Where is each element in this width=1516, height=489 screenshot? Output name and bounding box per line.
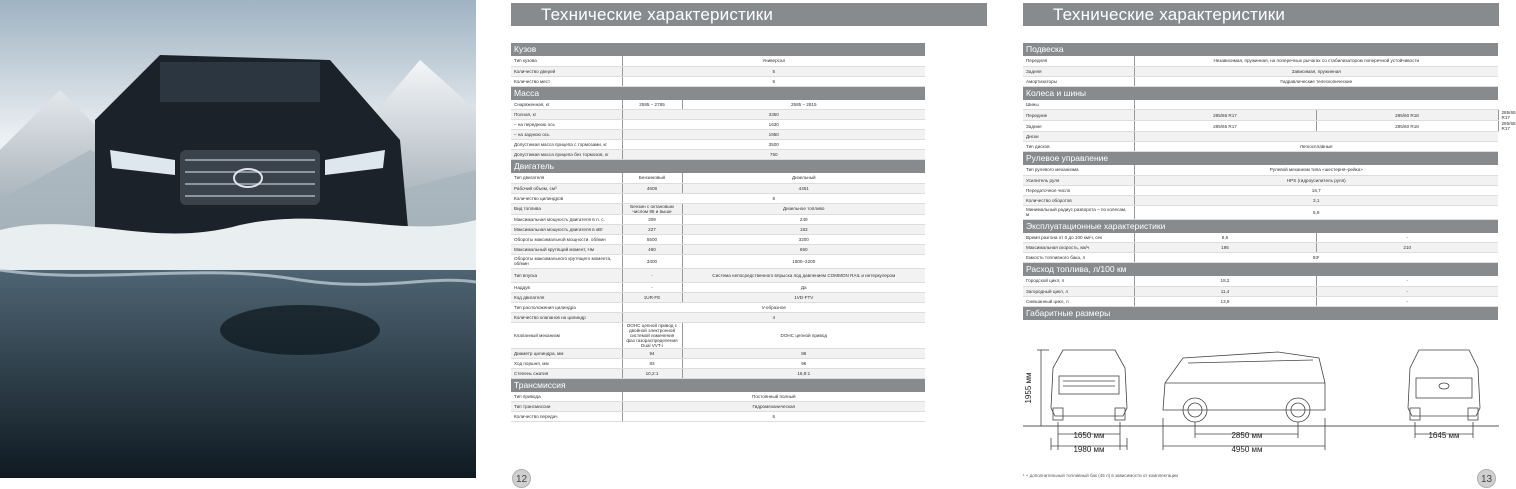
spec-label: Снаряженная, кг <box>511 100 622 110</box>
spec-label: Допустимая масса прицепа без тормозов, кг <box>511 150 622 160</box>
spec-value: Гидромеханическая <box>622 402 925 412</box>
spec-value: 1VD-FTV <box>682 292 925 302</box>
spec-value: - <box>1316 296 1498 306</box>
spec-label: Количество мест <box>511 76 622 86</box>
suv-in-water-image <box>0 0 476 478</box>
spec-value: 460 <box>622 244 682 254</box>
spec-label: – на переднюю ось <box>511 120 622 130</box>
section-header <box>1023 86 1498 100</box>
spec-row <box>511 173 986 183</box>
section-title: Расход топлива, л/100 км <box>1023 263 1498 277</box>
spec-label: Шины <box>1023 100 1134 110</box>
spec-row <box>1023 286 1498 296</box>
spec-row <box>511 56 986 66</box>
page-number-12: 12 <box>512 469 531 488</box>
spec-label: Городской цикл, л <box>1023 276 1134 286</box>
page-title: Технические характеристики <box>1023 3 1499 26</box>
section-title: Колеса и шины <box>1023 86 1498 100</box>
spec-row <box>511 392 986 402</box>
spec-label: Задние <box>1023 121 1134 132</box>
spec-row <box>511 302 986 312</box>
spec-value: 16,7 <box>1134 185 1498 195</box>
spec-value: 750 <box>622 150 925 160</box>
spec-value: 5 <box>622 66 925 76</box>
spec-value: 10,2:1 <box>622 368 682 378</box>
section-title: Масса <box>511 86 925 100</box>
spec-label: Передаточное число <box>1023 185 1134 195</box>
spec-label: Рабочий объем, см³ <box>511 183 622 193</box>
spec-value: - <box>622 282 682 292</box>
spec-row <box>511 358 986 368</box>
spec-label: Задняя <box>1023 66 1134 76</box>
spec-label: Код двигателя <box>511 292 622 302</box>
section-header <box>511 43 986 56</box>
spec-value: 285/60 R18 <box>1316 121 1498 132</box>
spec-row <box>1023 185 1498 195</box>
spec-label: – на заднюю ось <box>511 130 622 140</box>
spec-row <box>1023 142 1498 152</box>
spec-label: Минимальный радиус разворота – по колесам, м <box>1023 205 1134 219</box>
spec-row <box>1023 243 1498 253</box>
spec-value: 183 <box>682 224 925 234</box>
cover-photo <box>0 0 476 478</box>
spec-value: 309 <box>622 214 682 224</box>
spec-row: Передние 285/65 R17 285/60 R18 285/65 R17 <box>1023 110 1498 121</box>
spec-label: Емкость топливного бака, л <box>1023 253 1134 263</box>
section-header <box>1023 152 1498 166</box>
spec-row <box>1023 233 1498 243</box>
section-header <box>511 160 986 174</box>
spec-value: - <box>1316 286 1498 296</box>
spec-label: Количество цилиндров <box>511 193 622 203</box>
spec-label: Передние <box>1023 110 1134 121</box>
spec-value: V-образное <box>622 302 925 312</box>
footnote: ¹ + дополнительный топливный бак (45 л) в зависимости от комплектации <box>1023 473 1178 478</box>
spec-row <box>1023 276 1498 286</box>
section-header <box>1023 219 1498 233</box>
spec-label: Количество оборотов <box>1023 195 1134 205</box>
rear-track-label: 1645 мм <box>1428 431 1460 440</box>
spec-row <box>511 130 986 140</box>
spec-label: Количество клапанов на цилиндр <box>511 312 622 322</box>
spec-row <box>511 412 986 422</box>
spec-row <box>511 268 986 282</box>
spec-row <box>1023 76 1498 86</box>
spec-value: 5500 <box>622 234 682 244</box>
spec-label: Максимальная мощность двигателя в кВт <box>511 224 622 234</box>
spec-value: Легкосплавные <box>1134 142 1498 152</box>
section-title: Трансмиссия <box>511 378 925 392</box>
spec-row <box>511 402 986 412</box>
spec-value: Дизельное топливо <box>682 203 925 214</box>
spec-value: DOHC цепной привод <box>682 322 925 348</box>
spec-value: 11,4 <box>1134 286 1316 296</box>
spec-value: 3200 <box>682 234 925 244</box>
section-title: Кузов <box>511 43 925 56</box>
spec-value: 5 <box>622 76 925 86</box>
width-label: 1980 мм <box>1073 445 1105 454</box>
spec-value: 1UR-FE <box>622 292 682 302</box>
spec-row <box>511 183 986 193</box>
section-title: Подвеска <box>1023 43 1498 56</box>
spec-row <box>511 140 986 150</box>
spec-label: Тип впуска <box>511 268 622 282</box>
spec-row <box>511 76 986 86</box>
spec-label: Степень сжатия <box>511 368 622 378</box>
spec-row <box>1023 205 1498 219</box>
wheelbase-label: 2850 мм <box>1231 431 1263 440</box>
spec-row <box>511 348 986 358</box>
spec-value: - <box>1316 233 1498 243</box>
spec-table-right <box>1023 43 1516 320</box>
spec-row <box>511 100 986 110</box>
spec-row <box>511 312 986 322</box>
spec-value: 8,6 <box>1134 233 1316 243</box>
spec-value: HPS (гидроусилитель руля) <box>1134 175 1498 185</box>
spec-value: Гидравлические телескопические <box>1134 76 1498 86</box>
front-track-label: 1650 мм <box>1073 431 1105 440</box>
spec-row <box>1023 100 1498 110</box>
spec-row <box>511 292 986 302</box>
spec-row <box>511 234 986 244</box>
spec-label: Тип двигателя <box>511 173 622 183</box>
spec-label: Время разгона от 0 до 100 км/ч, сек <box>1023 233 1134 243</box>
spec-value: 4461 <box>682 183 925 193</box>
spec-row: Задние 285/65 R17 285/60 R18 285/65 R17 <box>1023 121 1498 132</box>
spec-value: Зависимая, пружинная <box>1134 66 1498 76</box>
spec-value: 3350 <box>622 110 925 120</box>
spec-value: 2585 – 2815 <box>682 100 925 110</box>
spec-label: Максимальная скорость, км/ч <box>1023 243 1134 253</box>
spec-value: 2585 – 2785 <box>622 100 682 110</box>
spec-value: Бензиновый <box>622 173 682 183</box>
spec-value: 3400 <box>622 254 682 268</box>
spec-row <box>511 120 986 130</box>
spec-label: Клапанный механизм <box>511 322 622 348</box>
spec-value: Система непосредственного впрыска под давлением COMMON RAIL и интеркулером <box>682 268 925 282</box>
spec-empty <box>1134 132 1498 142</box>
section-header <box>511 86 986 100</box>
spec-table-left <box>511 43 986 422</box>
spec-label: Количество передач <box>511 412 622 422</box>
spec-label: Обороты максимального крутящего момента, об/мин <box>511 254 622 268</box>
spec-label: Полная, кг <box>511 110 622 120</box>
spec-label: Тип кузова <box>511 56 622 66</box>
length-label: 4950 мм <box>1231 445 1263 454</box>
height-label: 1955 мм <box>1024 372 1033 404</box>
spec-row <box>1023 175 1498 185</box>
spec-value: 1950 <box>622 130 925 140</box>
spec-value: Рулевой механизм типа «шестерня–рейка» <box>1134 165 1498 175</box>
spec-value: Универсал <box>622 56 925 66</box>
spec-label: Тип привода <box>511 392 622 402</box>
spec-value: - <box>1316 276 1498 286</box>
spec-label: Загородный цикл, л <box>1023 286 1134 296</box>
spec-value: Постоянный полный <box>622 392 925 402</box>
spec-row <box>511 368 986 378</box>
spec-row <box>1023 165 1498 175</box>
spec-label: Амортизаторы <box>1023 76 1134 86</box>
spec-value: Бензин с октановым числом 95 и выше <box>622 203 682 214</box>
spec-row <box>511 224 986 234</box>
spec-row <box>1023 132 1498 142</box>
spec-row <box>511 66 986 76</box>
spec-value: 210 <box>1316 243 1498 253</box>
spec-label: Ход поршня, мм <box>511 358 622 368</box>
spec-label: Тип рулевого механизма <box>1023 165 1134 175</box>
section-title: Двигатель <box>511 160 925 174</box>
spec-row <box>1023 195 1498 205</box>
spec-label: Вид топлива <box>511 203 622 214</box>
spec-value: 96 <box>682 358 925 368</box>
spec-value: 4 <box>622 312 925 322</box>
spec-value: 18,2 <box>1134 276 1316 286</box>
spec-value: 3500 <box>622 140 925 150</box>
spec-label: Количество дверей <box>511 66 622 76</box>
spec-label: Максимальный крутящий момент, Нм <box>511 244 622 254</box>
spec-label: Диаметр цилиндра, мм <box>511 348 622 358</box>
spec-value: 285/65 R17 <box>1134 110 1316 121</box>
page-title: Технические характеристики <box>511 3 987 26</box>
spec-row <box>511 322 986 348</box>
spec-value: 6 <box>622 412 925 422</box>
spec-label: Передняя <box>1023 56 1134 66</box>
spec-label: Тип трансмиссии <box>511 402 622 412</box>
section-header <box>511 378 986 392</box>
spec-value: 650 <box>682 244 925 254</box>
spec-value: Да <box>682 282 925 292</box>
section-header <box>1023 43 1498 56</box>
spec-value: 3,1 <box>1134 195 1498 205</box>
spec-label: Тип расположения цилиндра <box>511 302 622 312</box>
spec-value: 249 <box>682 214 925 224</box>
spec-label: Допустимая масса прицепа с тормозами, кг <box>511 140 622 150</box>
spec-value: 1630 <box>622 120 925 130</box>
spec-value: 4608 <box>622 183 682 193</box>
spec-label: Смешанный цикл, л <box>1023 296 1134 306</box>
spec-value: 285/65 R17 <box>1134 121 1316 132</box>
spec-value: Независимая, пружинная, на поперечных рычагах со стабилизатором поперечной устойчивости <box>1134 56 1498 66</box>
section-title: Эксплуатационные характеристики <box>1023 219 1498 233</box>
spec-label: Диски <box>1023 132 1134 142</box>
spec-value: 5,9 <box>1134 205 1498 219</box>
dimensions-drawing <box>1023 338 1499 468</box>
spec-value: 16,8:1 <box>682 368 925 378</box>
spec-row <box>511 150 986 160</box>
spec-label: Максимальная мощность двигателя в л. с. <box>511 214 622 224</box>
spec-value: 93¹ <box>1134 253 1498 263</box>
spec-value: 227 <box>622 224 682 234</box>
section-header <box>1023 263 1498 277</box>
spec-label: Усилитель руля <box>1023 175 1134 185</box>
section-title: Габаритные размеры <box>1023 306 1498 320</box>
spec-row <box>511 110 986 120</box>
spec-value: Дизельный <box>682 173 925 183</box>
spec-value: 1800–2200 <box>682 254 925 268</box>
spec-value: 8 <box>622 193 925 203</box>
spec-value: - <box>622 268 682 282</box>
spec-value: 195 <box>1134 243 1316 253</box>
section-header <box>1023 306 1498 320</box>
spec-row <box>1023 56 1498 66</box>
spec-value: DOHC цепной привод с двойной электронной системой изменения фаз газораспределения Dual VVT-i <box>622 322 682 348</box>
spec-label: Тип дисков <box>1023 142 1134 152</box>
spec-label: Обороты максимальной мощности, об/мин <box>511 234 622 244</box>
spec-value: 83 <box>622 358 682 368</box>
spec-row <box>1023 66 1498 76</box>
spec-empty <box>1134 100 1498 110</box>
page-number-13: 13 <box>1477 469 1496 488</box>
spec-row <box>511 203 986 214</box>
spec-row <box>511 244 986 254</box>
spec-value: 86 <box>682 348 925 358</box>
spec-row <box>1023 296 1498 306</box>
spec-row <box>511 254 986 268</box>
spec-value: 13,9 <box>1134 296 1316 306</box>
spec-value: 285/60 R18 <box>1316 110 1498 121</box>
spec-row <box>511 282 986 292</box>
spec-row <box>1023 253 1498 263</box>
spec-value: 94 <box>622 348 682 358</box>
spec-label: Наддув <box>511 282 622 292</box>
spec-row <box>511 214 986 224</box>
spec-row <box>511 193 986 203</box>
section-title: Рулевое управление <box>1023 152 1498 166</box>
